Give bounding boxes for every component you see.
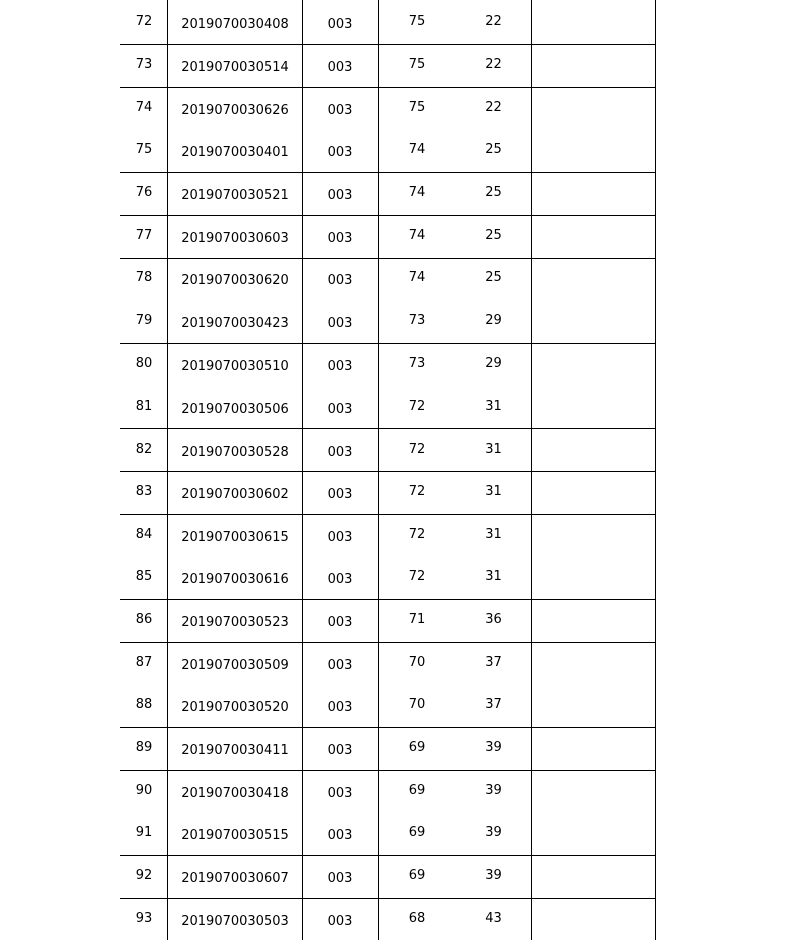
score-cell: 74 [408,228,426,243]
exam-id-cell: 2019070030615 [181,530,289,545]
score-cell: 72 [408,442,426,457]
exam-id-cell: 2019070030509 [181,658,289,673]
score-cell: 74 [408,185,426,200]
class-code-cell: 003 [327,103,353,118]
score-cell: 73 [408,356,426,371]
class-code-cell: 003 [327,231,353,246]
score-cell: 72 [408,569,426,584]
row-divider [120,770,656,771]
row-divider [120,599,656,600]
position-cell: 39 [485,783,502,798]
row-divider [120,727,656,728]
rank-cell: 77 [135,228,153,243]
row-divider [120,343,656,344]
score-cell: 68 [408,911,426,926]
exam-id-cell: 2019070030626 [181,103,289,118]
position-cell: 22 [485,14,502,29]
row-divider [120,642,656,643]
score-cell: 72 [408,484,426,499]
exam-id-cell: 2019070030620 [181,273,289,288]
class-code-cell: 003 [327,316,353,331]
position-cell: 29 [485,356,502,371]
column-divider [531,0,532,940]
exam-id-cell: 2019070030520 [181,700,289,715]
class-code-cell: 003 [327,145,353,160]
rank-cell: 84 [135,527,153,542]
position-cell: 31 [485,442,502,457]
class-code-cell: 003 [327,530,353,545]
exam-id-cell: 2019070030411 [181,743,289,758]
position-cell: 25 [485,228,502,243]
row-divider [120,44,656,45]
row-divider [120,898,656,899]
exam-id-cell: 2019070030602 [181,487,289,502]
class-code-cell: 003 [327,487,353,502]
position-cell: 43 [485,911,502,926]
class-code-cell: 003 [327,572,353,587]
rank-cell: 82 [135,442,153,457]
row-divider [120,428,656,429]
rank-cell: 86 [135,612,153,627]
score-cell: 74 [408,142,426,157]
score-cell: 73 [408,313,426,328]
rank-cell: 91 [135,825,153,840]
class-code-cell: 003 [327,743,353,758]
row-divider [120,258,656,259]
exam-id-cell: 2019070030506 [181,402,289,417]
rank-cell: 83 [135,484,153,499]
row-divider [120,471,656,472]
row-divider [120,514,656,515]
exam-id-cell: 2019070030418 [181,786,289,801]
position-cell: 39 [485,825,502,840]
score-cell: 71 [408,612,426,627]
position-cell: 37 [485,655,502,670]
position-cell: 31 [485,399,502,414]
rank-cell: 85 [135,569,153,584]
position-cell: 31 [485,569,502,584]
rank-cell: 92 [135,868,153,883]
score-cell: 72 [408,527,426,542]
exam-id-cell: 2019070030616 [181,572,289,587]
position-cell: 22 [485,57,502,72]
position-cell: 31 [485,484,502,499]
score-cell: 69 [408,868,426,883]
exam-id-cell: 2019070030408 [181,17,289,32]
class-code-cell: 003 [327,828,353,843]
class-code-cell: 003 [327,60,353,75]
column-divider [302,0,303,940]
exam-id-cell: 2019070030401 [181,145,289,160]
row-divider [120,215,656,216]
score-cell: 70 [408,655,426,670]
exam-id-cell: 2019070030521 [181,188,289,203]
rank-cell: 72 [135,14,153,29]
class-code-cell: 003 [327,871,353,886]
exam-id-cell: 2019070030503 [181,914,289,929]
position-cell: 37 [485,697,502,712]
class-code-cell: 003 [327,700,353,715]
row-divider [120,855,656,856]
rank-cell: 88 [135,697,153,712]
rank-cell: 79 [135,313,153,328]
exam-id-cell: 2019070030607 [181,871,289,886]
rank-cell: 76 [135,185,153,200]
rank-cell: 78 [135,270,153,285]
score-cell: 69 [408,783,426,798]
rank-cell: 75 [135,142,153,157]
class-code-cell: 003 [327,273,353,288]
position-cell: 39 [485,740,502,755]
position-cell: 25 [485,185,502,200]
class-code-cell: 003 [327,402,353,417]
score-cell: 70 [408,697,426,712]
position-cell: 31 [485,527,502,542]
row-divider [120,87,656,88]
class-code-cell: 003 [327,17,353,32]
rank-cell: 89 [135,740,153,755]
score-cell: 72 [408,399,426,414]
class-code-cell: 003 [327,445,353,460]
score-cell: 75 [408,100,426,115]
exam-id-cell: 2019070030528 [181,445,289,460]
score-cell: 75 [408,14,426,29]
column-divider [378,0,379,940]
position-cell: 39 [485,868,502,883]
position-cell: 25 [485,270,502,285]
exam-id-cell: 2019070030603 [181,231,289,246]
score-cell: 69 [408,740,426,755]
rank-cell: 80 [135,356,153,371]
position-cell: 25 [485,142,502,157]
score-cell: 69 [408,825,426,840]
row-divider [120,172,656,173]
class-code-cell: 003 [327,786,353,801]
exam-id-cell: 2019070030423 [181,316,289,331]
rank-cell: 90 [135,783,153,798]
score-cell: 75 [408,57,426,72]
rank-cell: 93 [135,911,153,926]
rank-cell: 73 [135,57,153,72]
score-cell: 74 [408,270,426,285]
position-cell: 29 [485,313,502,328]
rank-cell: 74 [135,100,153,115]
class-code-cell: 003 [327,615,353,630]
class-code-cell: 003 [327,359,353,374]
column-divider [655,0,656,940]
position-cell: 22 [485,100,502,115]
column-divider [167,0,168,940]
position-cell: 36 [485,612,502,627]
rank-cell: 87 [135,655,153,670]
class-code-cell: 003 [327,914,353,929]
class-code-cell: 003 [327,658,353,673]
rank-cell: 81 [135,399,153,414]
exam-id-cell: 2019070030510 [181,359,289,374]
exam-id-cell: 2019070030514 [181,60,289,75]
class-code-cell: 003 [327,188,353,203]
exam-id-cell: 2019070030523 [181,615,289,630]
exam-id-cell: 2019070030515 [181,828,289,843]
